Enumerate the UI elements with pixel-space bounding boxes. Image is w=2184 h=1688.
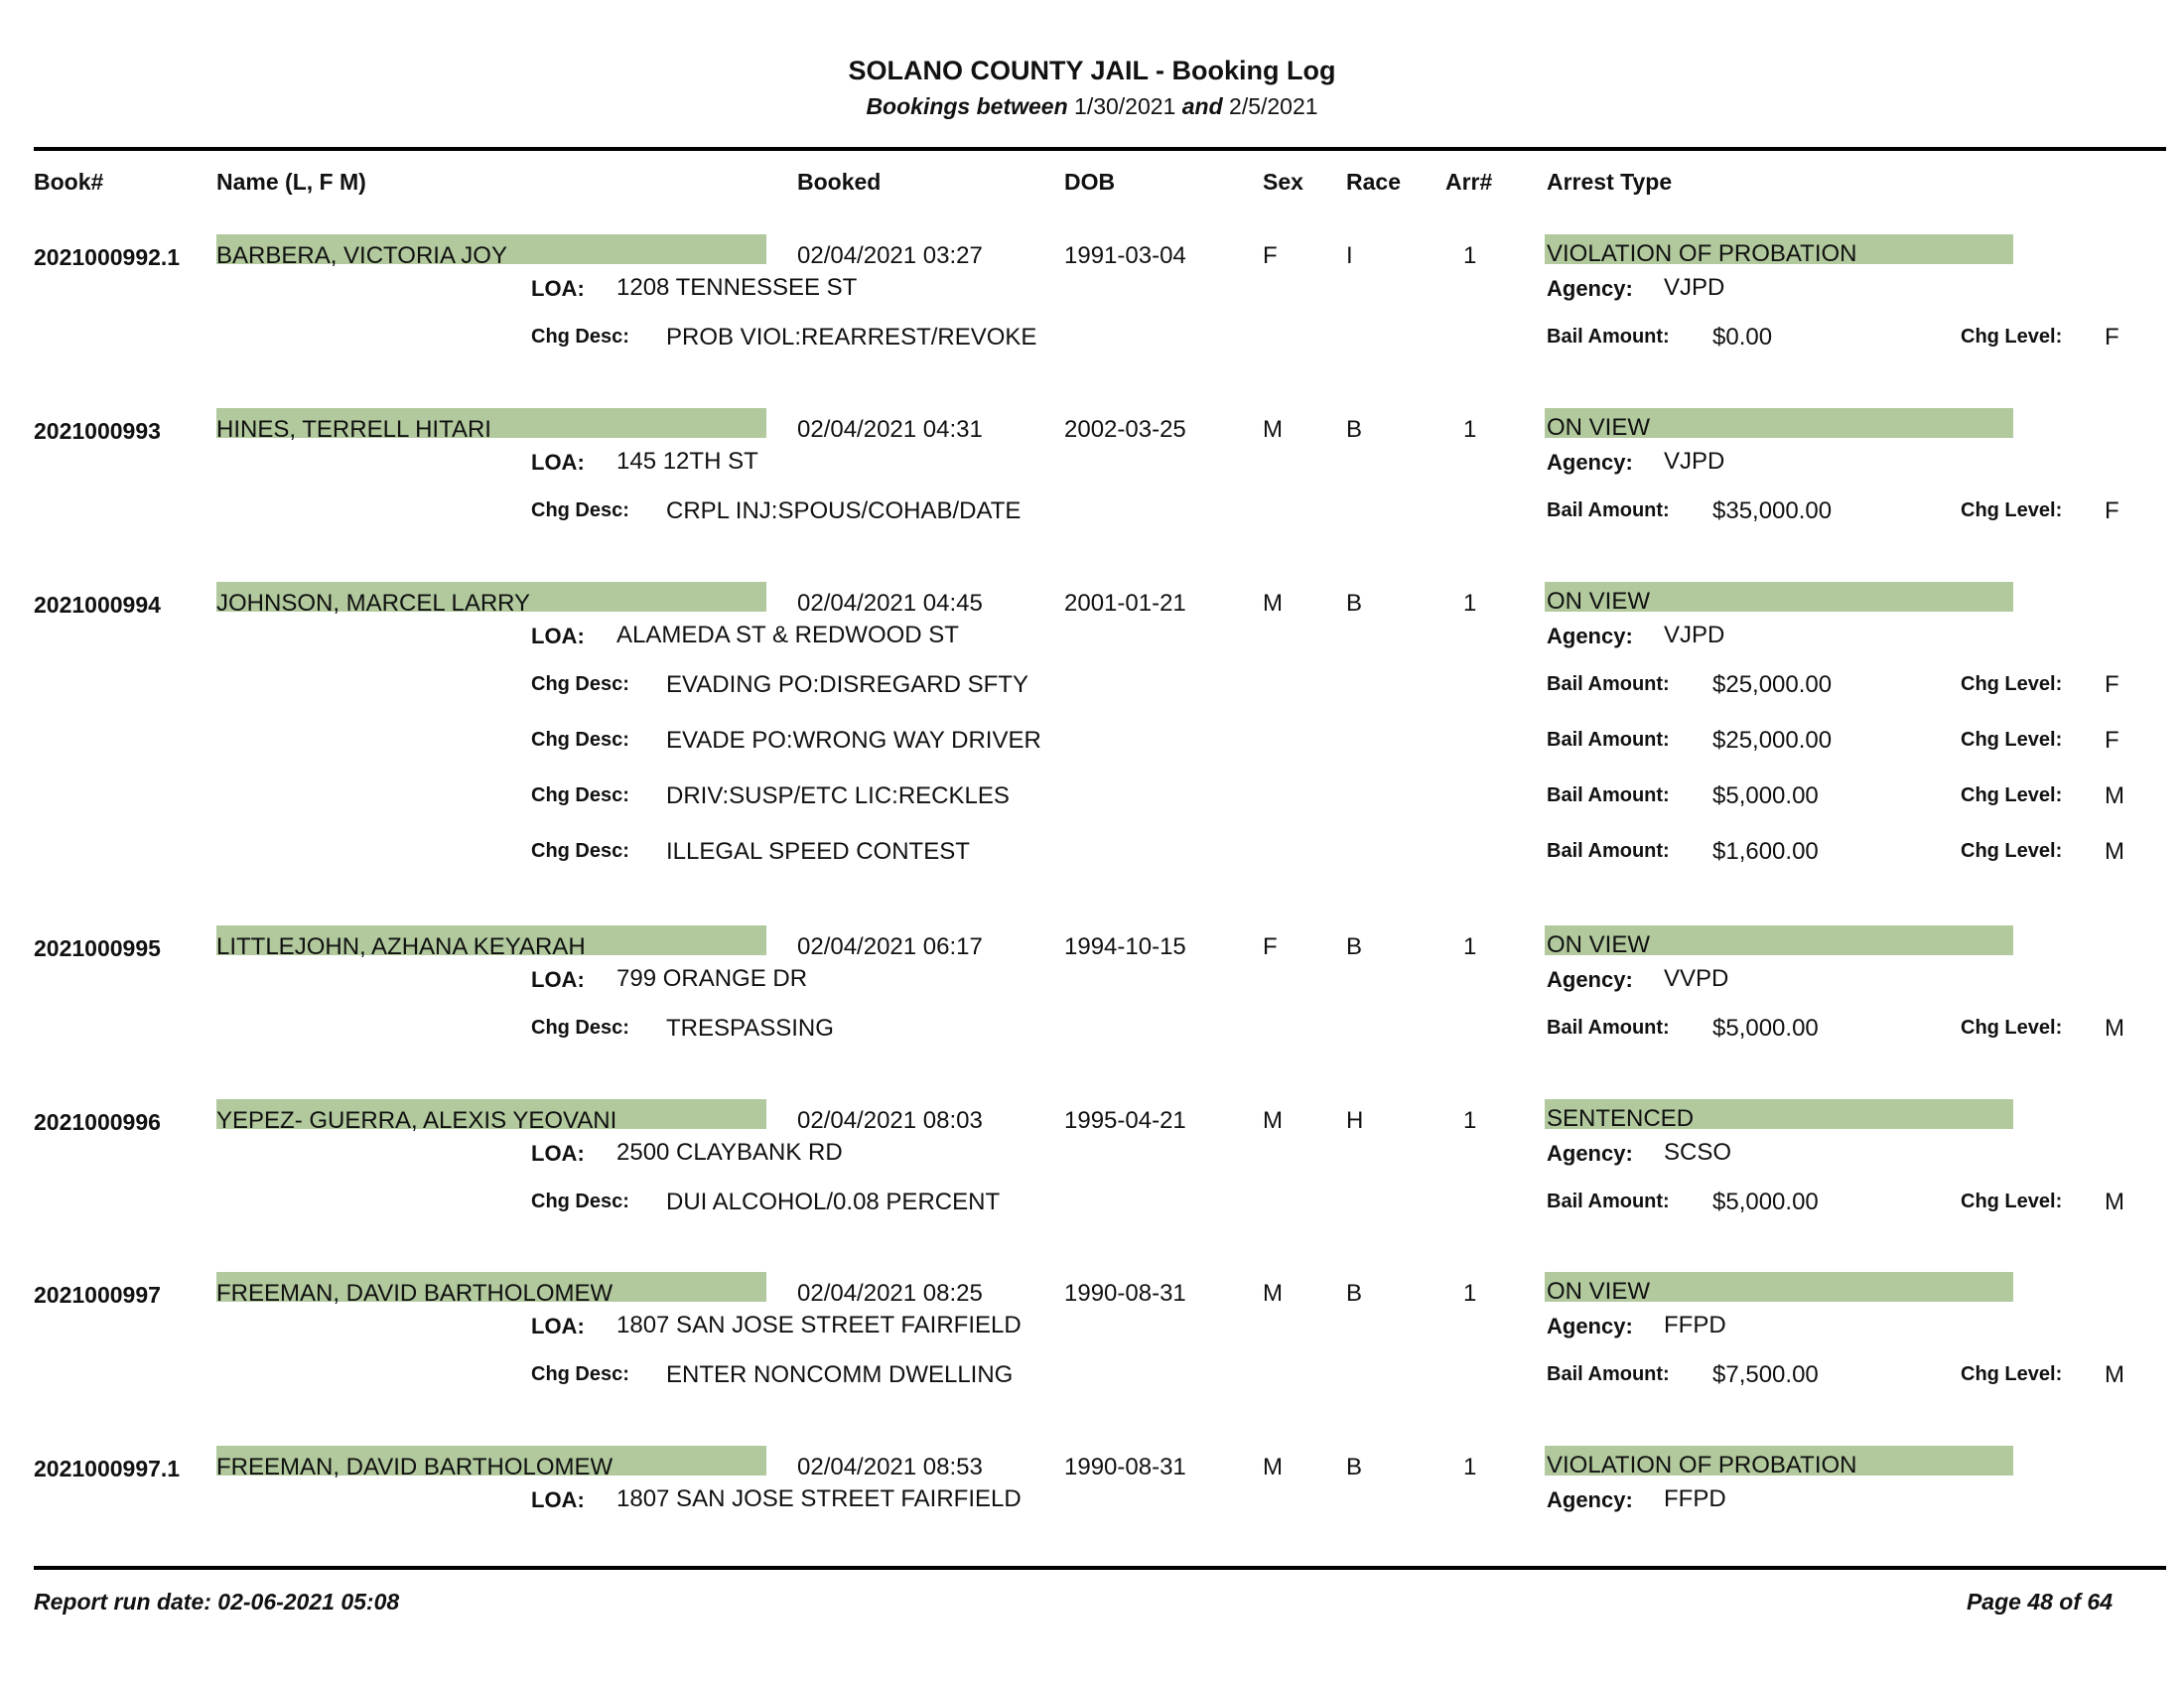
charge-level: F [2105, 497, 2119, 524]
bail-amount: $5,000.00 [1712, 1015, 1819, 1042]
charge-level: M [2105, 782, 2124, 809]
bail-amount-label: Bail Amount: [1547, 729, 1670, 751]
charge-desc: DRIV:SUSP/ETC LIC:RECKLES [666, 782, 1010, 809]
col-header-booked: Booked [797, 169, 882, 195]
bail-amount-label: Bail Amount: [1547, 1017, 1670, 1039]
col-header-name: Name (L, F M) [216, 169, 366, 195]
date-of-birth: 1995-04-21 [1064, 1107, 1186, 1134]
loa-value: 1807 SAN JOSE STREET FAIRFIELD [616, 1312, 1022, 1338]
charge-desc-label: Chg Desc: [531, 326, 629, 348]
booked-datetime: 02/04/2021 08:25 [797, 1280, 983, 1307]
book-number: 2021000992.1 [34, 244, 181, 270]
charge-level: M [2105, 838, 2124, 865]
charge-level-label: Chg Level: [1961, 673, 2063, 695]
inmate-name: JOHNSON, MARCEL LARRY [216, 590, 531, 617]
charge-level: M [2105, 1015, 2124, 1042]
sex-value: M [1263, 1280, 1283, 1307]
agency-value: SCSO [1664, 1139, 1732, 1166]
loa-label: LOA: [531, 450, 585, 475]
charge-line [0, 1015, 2184, 1055]
charge-desc: ENTER NONCOMM DWELLING [666, 1361, 1014, 1388]
charge-desc-label: Chg Desc: [531, 1191, 629, 1212]
booking-record [0, 584, 2184, 865]
charge-level: M [2105, 1189, 2124, 1215]
race-value: B [1346, 1454, 1363, 1480]
inmate-name: BARBERA, VICTORIA JOY [216, 242, 507, 269]
arrest-number: 1 [1463, 933, 1477, 960]
race-value: B [1346, 933, 1363, 960]
col-header-arrest-type: Arrest Type [1547, 169, 1673, 195]
header-rule [34, 147, 2166, 151]
sex-value: F [1263, 933, 1278, 960]
sex-value: M [1263, 1107, 1283, 1134]
agency-label: Agency: [1547, 1314, 1633, 1338]
date-of-birth: 2002-03-25 [1064, 416, 1186, 443]
race-value: B [1346, 1280, 1363, 1307]
bail-amount: $5,000.00 [1712, 782, 1819, 809]
footer-rule [34, 1566, 2166, 1570]
agency-value: FFPD [1664, 1312, 1726, 1338]
date-of-birth: 1994-10-15 [1064, 933, 1186, 960]
arrest-number: 1 [1463, 590, 1477, 617]
charge-level-label: Chg Level: [1961, 840, 2063, 862]
booking-record [0, 1101, 2184, 1270]
date-of-birth: 1990-08-31 [1064, 1280, 1186, 1307]
race-value: H [1346, 1107, 1364, 1134]
sex-value: M [1263, 416, 1283, 443]
charge-line [0, 671, 2184, 711]
booked-datetime: 02/04/2021 03:27 [797, 242, 983, 269]
arrest-number: 1 [1463, 416, 1477, 443]
charge-desc-label: Chg Desc: [531, 840, 629, 862]
booking-record [0, 927, 2184, 1096]
arrest-type: SENTENCED [1547, 1105, 1695, 1132]
charge-level-label: Chg Level: [1961, 499, 2063, 521]
inmate-name: LITTLEJOHN, AZHANA KEYARAH [216, 933, 586, 960]
report-date-range [0, 93, 2184, 120]
col-header-book: Book# [34, 169, 104, 195]
agency-label: Agency: [1547, 450, 1633, 475]
sex-value: M [1263, 590, 1283, 617]
loa-value: 1208 TENNESSEE ST [616, 274, 858, 301]
charge-line [0, 324, 2184, 363]
book-number: 2021000994 [34, 592, 161, 618]
arrest-type: ON VIEW [1547, 1278, 1651, 1305]
date-range-and: and [1181, 93, 1223, 119]
agency-value: FFPD [1664, 1485, 1726, 1512]
col-header-arr: Arr# [1445, 169, 1493, 195]
book-number: 2021000997 [34, 1282, 161, 1308]
booking-record [0, 236, 2184, 405]
charge-level: F [2105, 324, 2119, 351]
charge-level-label: Chg Level: [1961, 729, 2063, 751]
charge-level-label: Chg Level: [1961, 326, 2063, 348]
bail-amount: $0.00 [1712, 324, 1773, 351]
date-range-prefix: Bookings between [866, 93, 1068, 119]
charge-desc-label: Chg Desc: [531, 1017, 629, 1039]
charge-desc: DUI ALCOHOL/0.08 PERCENT [666, 1189, 1001, 1215]
agency-value: VJPD [1664, 622, 1725, 648]
booked-datetime: 02/04/2021 08:53 [797, 1454, 983, 1480]
race-value: I [1346, 242, 1353, 269]
charge-desc-label: Chg Desc: [531, 499, 629, 521]
agency-label: Agency: [1547, 1141, 1633, 1166]
arrest-number: 1 [1463, 1107, 1477, 1134]
loa-value: 1807 SAN JOSE STREET FAIRFIELD [616, 1485, 1022, 1512]
arrest-type: ON VIEW [1547, 588, 1651, 615]
loa-label: LOA: [531, 276, 585, 301]
inmate-name: FREEMAN, DAVID BARTHOLOMEW [216, 1454, 614, 1480]
col-header-dob: DOB [1064, 169, 1116, 195]
page-number: Page 48 of 64 [1966, 1589, 2113, 1615]
charge-line [0, 1361, 2184, 1401]
bail-amount-label: Bail Amount: [1547, 499, 1670, 521]
charge-desc: PROB VIOL:REARREST/REVOKE [666, 324, 1037, 351]
date-to: 2/5/2021 [1229, 93, 1318, 119]
loa-value: 799 ORANGE DR [616, 965, 808, 992]
charge-level-label: Chg Level: [1961, 1017, 2063, 1039]
report-run-date: Report run date: 02-06-2021 05:08 [34, 1589, 400, 1615]
charge-desc: EVADING PO:DISREGARD SFTY [666, 671, 1028, 698]
agency-value: VJPD [1664, 448, 1725, 475]
loa-label: LOA: [531, 1487, 585, 1512]
inmate-name: FREEMAN, DAVID BARTHOLOMEW [216, 1280, 614, 1307]
charge-line [0, 497, 2184, 537]
bail-amount-label: Bail Amount: [1547, 1191, 1670, 1212]
arrest-number: 1 [1463, 1280, 1477, 1307]
book-number: 2021000996 [34, 1109, 161, 1135]
loa-label: LOA: [531, 1314, 585, 1338]
loa-label: LOA: [531, 624, 585, 648]
sex-value: F [1263, 242, 1278, 269]
charge-level-label: Chg Level: [1961, 784, 2063, 806]
charge-desc: ILLEGAL SPEED CONTEST [666, 838, 970, 865]
agency-value: VJPD [1664, 274, 1725, 301]
bail-amount-label: Bail Amount: [1547, 326, 1670, 348]
date-of-birth: 2001-01-21 [1064, 590, 1186, 617]
loa-label: LOA: [531, 1141, 585, 1166]
charge-level-label: Chg Level: [1961, 1191, 2063, 1212]
race-value: B [1346, 590, 1363, 617]
book-number: 2021000997.1 [34, 1456, 181, 1481]
booked-datetime: 02/04/2021 06:17 [797, 933, 983, 960]
race-value: B [1346, 416, 1363, 443]
booked-datetime: 02/04/2021 04:31 [797, 416, 983, 443]
col-header-sex: Sex [1263, 169, 1303, 195]
charge-desc: TRESPASSING [666, 1015, 834, 1042]
loa-value: 2500 CLAYBANK RD [616, 1139, 843, 1166]
charge-level: M [2105, 1361, 2124, 1388]
inmate-name: HINES, TERRELL HITARI [216, 416, 491, 443]
agency-value: VVPD [1664, 965, 1729, 992]
charge-line [0, 1189, 2184, 1228]
bail-amount: $7,500.00 [1712, 1361, 1819, 1388]
charge-line [0, 727, 2184, 767]
charge-level: F [2105, 727, 2119, 754]
bail-amount: $1,600.00 [1712, 838, 1819, 865]
booked-datetime: 02/04/2021 08:03 [797, 1107, 983, 1134]
charge-line [0, 782, 2184, 822]
inmate-name: YEPEZ- GUERRA, ALEXIS YEOVANI [216, 1107, 617, 1134]
agency-label: Agency: [1547, 967, 1633, 992]
arrest-type: ON VIEW [1547, 414, 1651, 441]
date-from: 1/30/2021 [1074, 93, 1176, 119]
charge-desc-label: Chg Desc: [531, 729, 629, 751]
bail-amount: $25,000.00 [1712, 727, 1833, 754]
bail-amount: $25,000.00 [1712, 671, 1833, 698]
charge-line [0, 838, 2184, 878]
agency-label: Agency: [1547, 624, 1633, 648]
charge-desc-label: Chg Desc: [531, 1363, 629, 1385]
arrest-number: 1 [1463, 1454, 1477, 1480]
book-number: 2021000995 [34, 935, 161, 961]
charge-desc: CRPL INJ:SPOUS/COHAB/DATE [666, 497, 1022, 524]
charge-desc-label: Chg Desc: [531, 784, 629, 806]
bail-amount-label: Bail Amount: [1547, 784, 1670, 806]
loa-value: ALAMEDA ST & REDWOOD ST [616, 622, 959, 648]
report-title: SOLANO COUNTY JAIL - Booking Log [848, 56, 1336, 85]
bail-amount-label: Bail Amount: [1547, 1363, 1670, 1385]
agency-label: Agency: [1547, 1487, 1633, 1512]
date-of-birth: 1990-08-31 [1064, 1454, 1186, 1480]
charge-desc-label: Chg Desc: [531, 673, 629, 695]
bail-amount: $5,000.00 [1712, 1189, 1819, 1215]
sex-value: M [1263, 1454, 1283, 1480]
agency-label: Agency: [1547, 276, 1633, 301]
arrest-type: ON VIEW [1547, 931, 1651, 958]
arrest-type: VIOLATION OF PROBATION [1547, 1452, 1857, 1478]
booking-record [0, 1274, 2184, 1443]
charge-desc: EVADE PO:WRONG WAY DRIVER [666, 727, 1041, 754]
date-of-birth: 1991-03-04 [1064, 242, 1186, 269]
bail-amount-label: Bail Amount: [1547, 673, 1670, 695]
charge-level: F [2105, 671, 2119, 698]
bail-amount: $35,000.00 [1712, 497, 1833, 524]
booked-datetime: 02/04/2021 04:45 [797, 590, 983, 617]
book-number: 2021000993 [34, 418, 161, 444]
arrest-number: 1 [1463, 242, 1477, 269]
charge-level-label: Chg Level: [1961, 1363, 2063, 1385]
loa-value: 145 12TH ST [616, 448, 758, 475]
bail-amount-label: Bail Amount: [1547, 840, 1670, 862]
arrest-type: VIOLATION OF PROBATION [1547, 240, 1857, 267]
col-header-race: Race [1346, 169, 1401, 195]
booking-record [0, 410, 2184, 579]
loa-label: LOA: [531, 967, 585, 992]
